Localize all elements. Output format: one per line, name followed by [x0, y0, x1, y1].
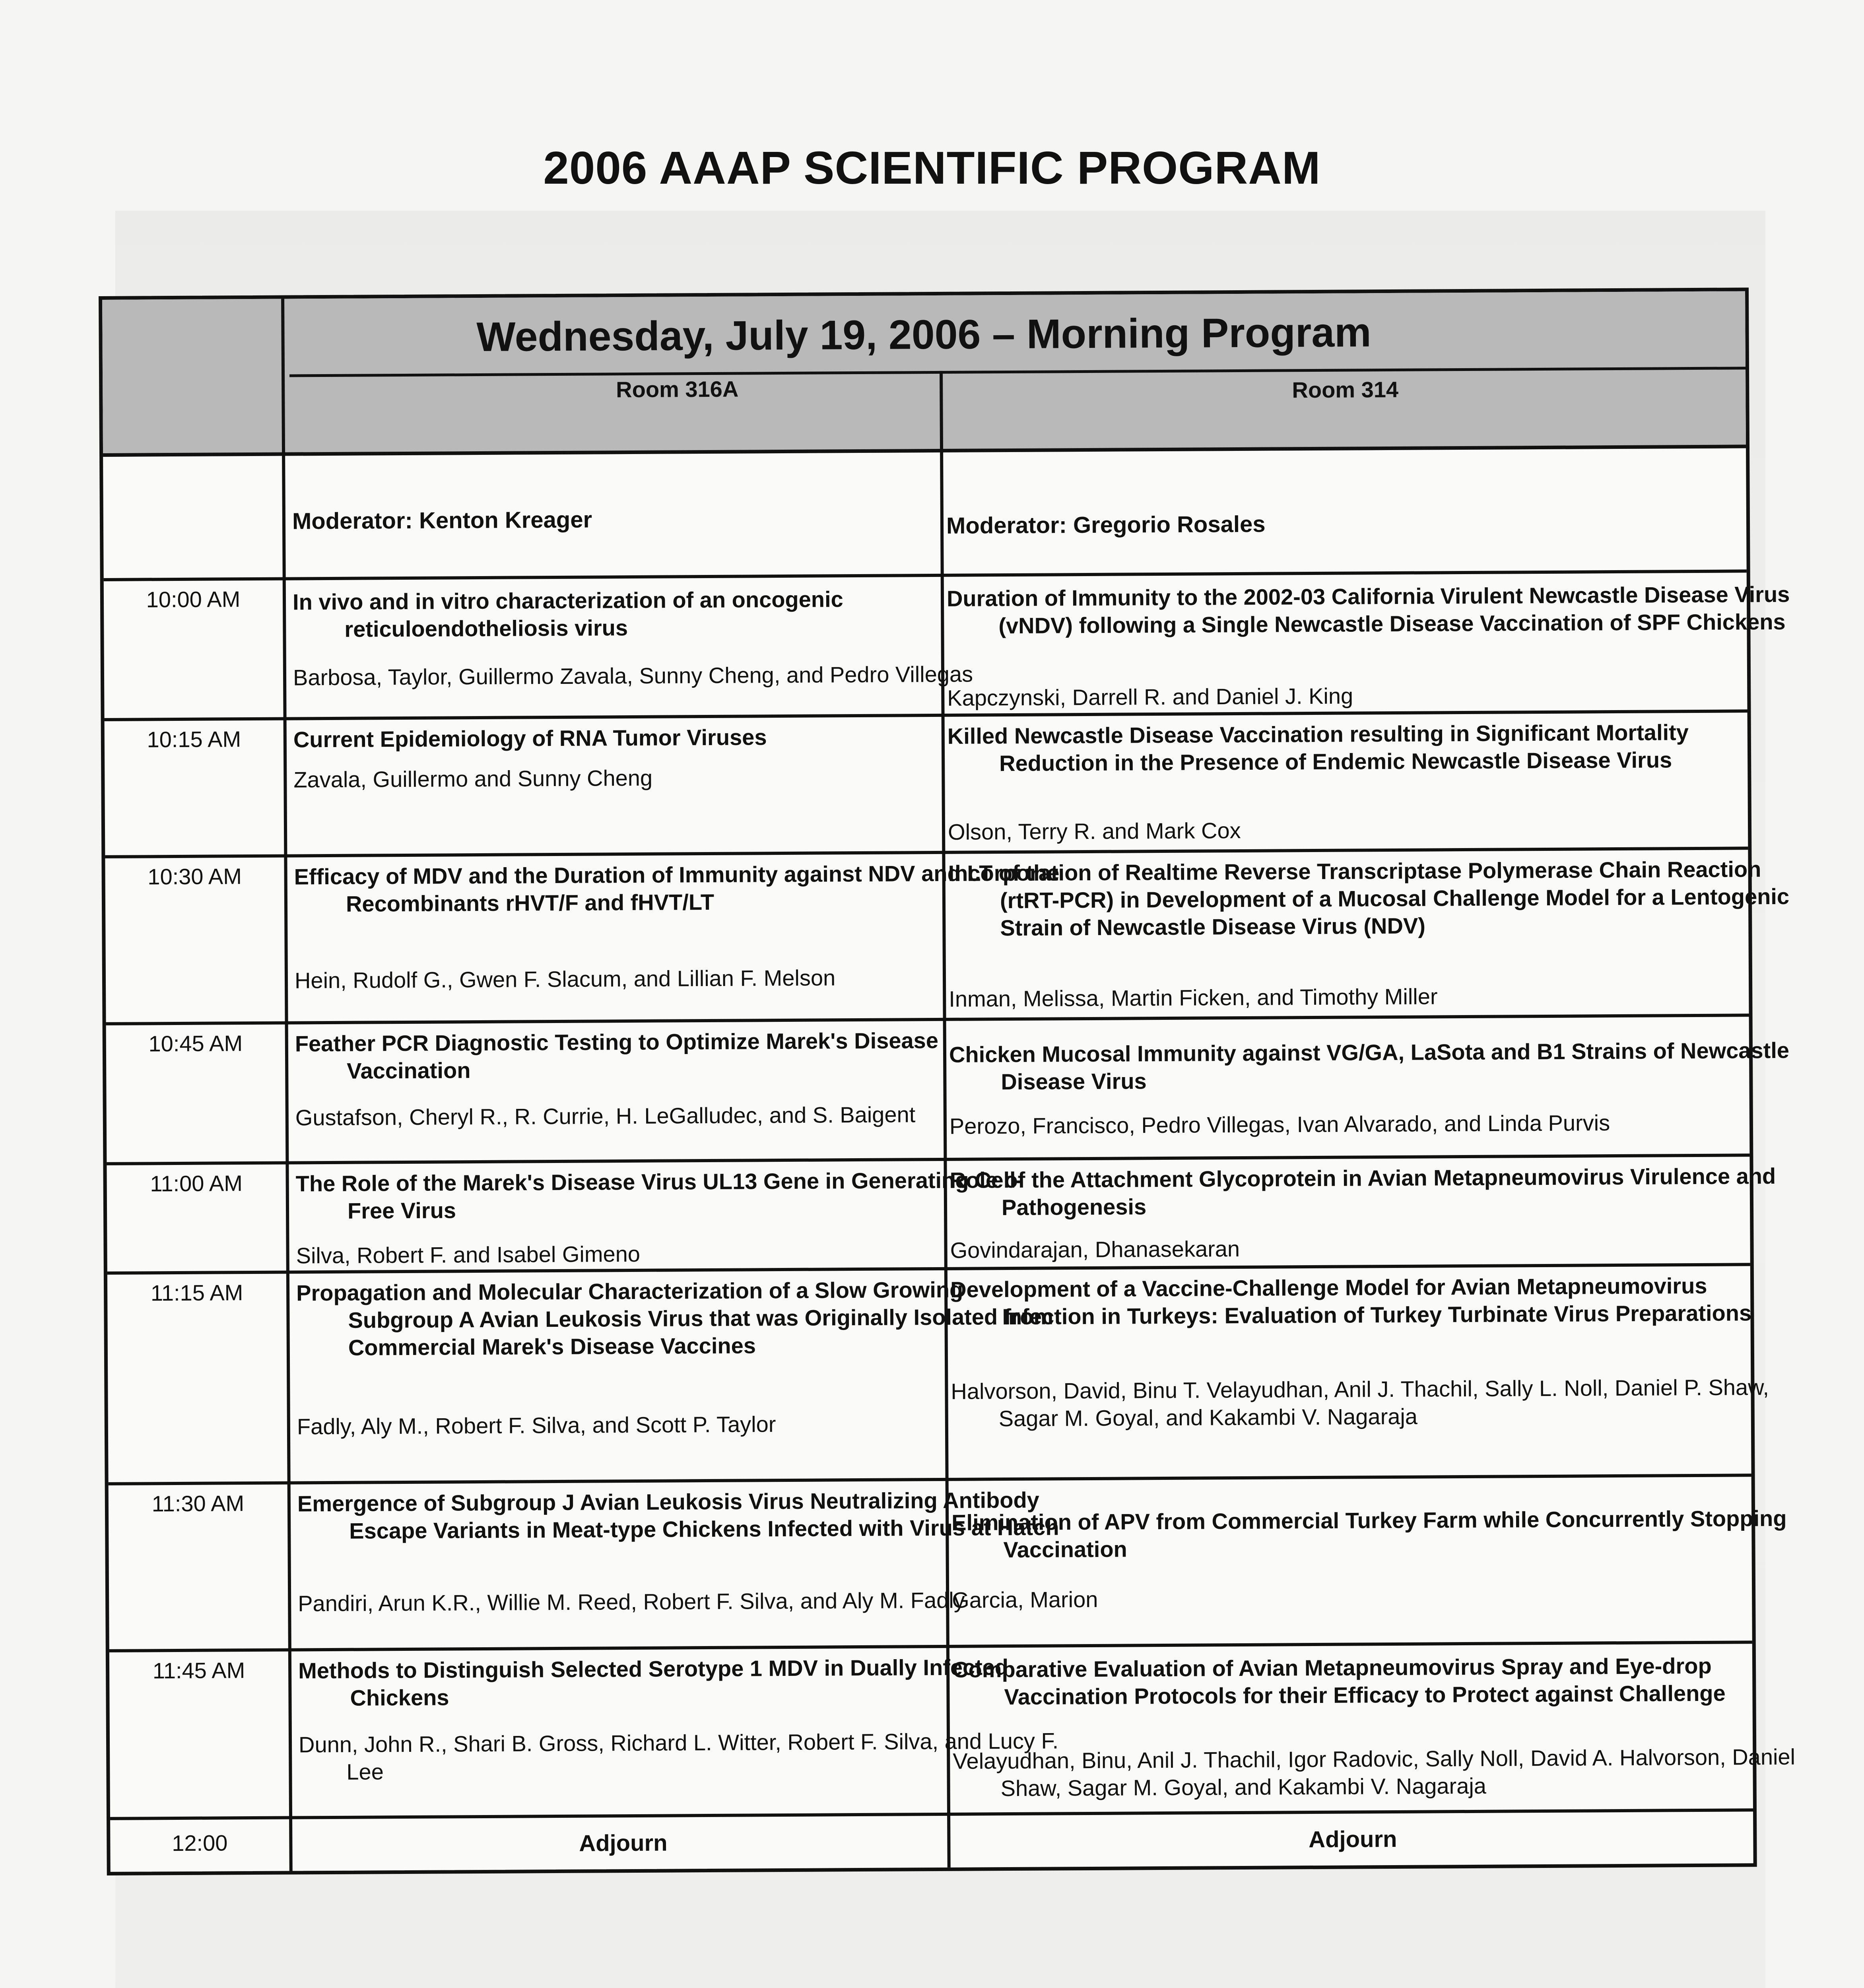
session-b-title: Role of the Attachment Glycoprotein in Avian Metapneumovirus Virulence and Pathogenesis: [949, 1163, 1776, 1220]
session-a-title: Efficacy of MDV and the Duration of Immunity against NDV and LT of the Recombinants rHVT/F and fHVT/LT: [294, 860, 1060, 916]
session-a-authors: Barbosa, Taylor, Guillermo Zavala, Sunny Cheng, and Pedro Villegas: [293, 661, 973, 690]
session-b-title: Development of a Vaccine-Challenge Model for Avian Metapneumovirus Infection in Turkeys: Evaluation of Turkey Turbinate Virus Preparations: [950, 1273, 1752, 1330]
session-b-authors: Halvorson, David, Binu T. Velayudhan, Anil J. Thachil, Sally L. Noll, Daniel P. Shaw, Sagar M. Goyal, and Kakambi V. Nagaraja: [951, 1375, 1769, 1431]
session-time: 11:45 AM: [152, 1658, 245, 1683]
adjourn-time: 12:00: [172, 1830, 228, 1856]
session-a-title: Current Epidemiology of RNA Tumor Viruses: [293, 724, 767, 752]
session-b-authors: Olson, Terry R. and Mark Cox: [948, 817, 1241, 845]
session-row: [107, 1153, 1776, 1272]
moderator-b: Moderator: Gregorio Rosales: [946, 511, 1266, 539]
moderator-a: Moderator: Kenton Kreager: [292, 507, 592, 534]
session-time: 10:30 AM: [148, 864, 242, 889]
session-a-title: Emergence of Subgroup J Avian Leukosis Virus Neutralizing Antibody Escape Variants in Meat-type Chickens Infected with Virus at Hatch: [297, 1487, 1059, 1543]
session-b-authors: Kapczynski, Darrell R. and Daniel J. King: [947, 683, 1353, 711]
session-a-authors: Hein, Rudolf G., Gwen F. Slacum, and Lillian F. Melson: [294, 965, 836, 993]
session-b-title: Elimination of APV from Commercial Turkey Farm while Concurrently Stopping Vaccination: [951, 1505, 1787, 1563]
session-a-authors: Silva, Robert F. and Isabel Gimeno: [296, 1241, 641, 1268]
session-b-title: Incorporation of Realtime Reverse Transcriptase Polymerase Chain Reaction (rtRT-PCR) in Development of a Mucosal Challenge Model for a Lentogenic Strain of Newcastle Disease Virus (NDV): [948, 856, 1790, 941]
session-row: [109, 1474, 1787, 1649]
session-b-title: Comparative Evaluation of Avian Metapneumovirus Spray and Eye-drop Vaccination Protocols for their Efficacy to Protect against Challenge: [952, 1653, 1726, 1710]
session-time: 10:00 AM: [146, 586, 241, 612]
session-a-title: In vivo and in vitro characterization of an oncogenic reticuloendotheliosis virus: [292, 586, 843, 642]
session-row: [107, 1263, 1769, 1482]
session-row: [105, 846, 1790, 1022]
adjourn-row: [110, 1808, 1753, 1879]
session-row: [104, 569, 1790, 718]
session-row: [106, 1013, 1790, 1162]
session-a-title: Methods to Distinguish Selected Serotype 1 MDV in Dually Infected Chickens: [298, 1654, 1009, 1710]
session-a-title: Propagation and Molecular Characterization of a Slow Growing Subgroup A Avian Leukosis Virus that was Originally Isolated from Commercial Marek's Disease Vaccines: [296, 1277, 1054, 1360]
session-b-authors: Govindarajan, Dhanasekaran: [950, 1236, 1240, 1263]
session-a-title: Feather PCR Diagnostic Testing to Optimize Marek's Disease Vaccination: [295, 1027, 939, 1083]
moderator-row: [103, 448, 1747, 590]
room-a-label: Room 316A: [616, 376, 739, 402]
session-b-authors: Perozo, Francisco, Pedro Villegas, Ivan Alvarado, and Linda Purvis: [949, 1110, 1610, 1139]
session-a-authors: Gustafson, Cheryl R., R. Currie, H. LeGalludec, and S. Baigent: [295, 1102, 916, 1130]
schedule-header: [102, 291, 1746, 457]
session-time: 10:45 AM: [148, 1031, 243, 1056]
session-time: 10:15 AM: [147, 726, 241, 752]
session-time: 11:30 AM: [151, 1491, 245, 1516]
session-time: 11:00 AM: [150, 1171, 243, 1196]
session-a-title: The Role of the Marek's Disease Virus UL13 Gene in Generating Cell-Free Virus: [295, 1167, 1023, 1223]
schedule-title: Wednesday, July 19, 2006 – Morning Program: [476, 309, 1371, 361]
schedule-table: [99, 287, 1796, 1875]
session-a-authors: Zavala, Guillermo and Sunny Cheng: [293, 765, 653, 792]
session-a-authors: Pandiri, Arun K.R., Willie M. Reed, Robert F. Silva, and Aly M. Fadly: [298, 1587, 965, 1616]
session-a-authors: Dunn, John R., Shari B. Gross, Richard L. Witter, Robert F. Silva, and Lucy F. Lee: [298, 1728, 1059, 1784]
session-row: [109, 1640, 1796, 1817]
session-time: 11:15 AM: [150, 1280, 243, 1306]
room-b-label: Room 314: [1292, 377, 1399, 403]
session-a-authors: Fadly, Aly M., Robert F. Silva, and Scott P. Taylor: [297, 1411, 776, 1439]
adjourn-a: Adjourn: [579, 1830, 668, 1856]
session-row: [105, 709, 1748, 855]
adjourn-b: Adjourn: [1309, 1826, 1397, 1853]
session-b-authors: Velayudhan, Binu, Anil J. Thachil, Igor Radovic, Sally Noll, David A. Halvorson, Daniel Shaw, Sagar M. Goyal, and Kakambi V. Nagaraja: [953, 1744, 1796, 1801]
session-b-authors: Inman, Melissa, Martin Ficken, and Timothy Miller: [949, 984, 1438, 1011]
session-b-authors: Garcia, Marion: [952, 1586, 1098, 1613]
session-b-title: Killed Newcastle Disease Vaccination resulting in Significant Mortality Reduction in the Presence of Endemic Newcastle Disease Virus: [947, 720, 1689, 776]
session-b-title: Duration of Immunity to the 2002-03 California Virulent Newcastle Disease Virus (vNDV) following a Single Newcastle Disease Vaccination of SPF Chickens: [946, 581, 1790, 639]
session-b-title: Chicken Mucosal Immunity against VG/GA, LaSota and B1 Strains of Newcastle Disease Virus: [949, 1037, 1790, 1095]
page-title: 2006 AAAP SCIENTIFIC PROGRAM: [543, 142, 1321, 194]
